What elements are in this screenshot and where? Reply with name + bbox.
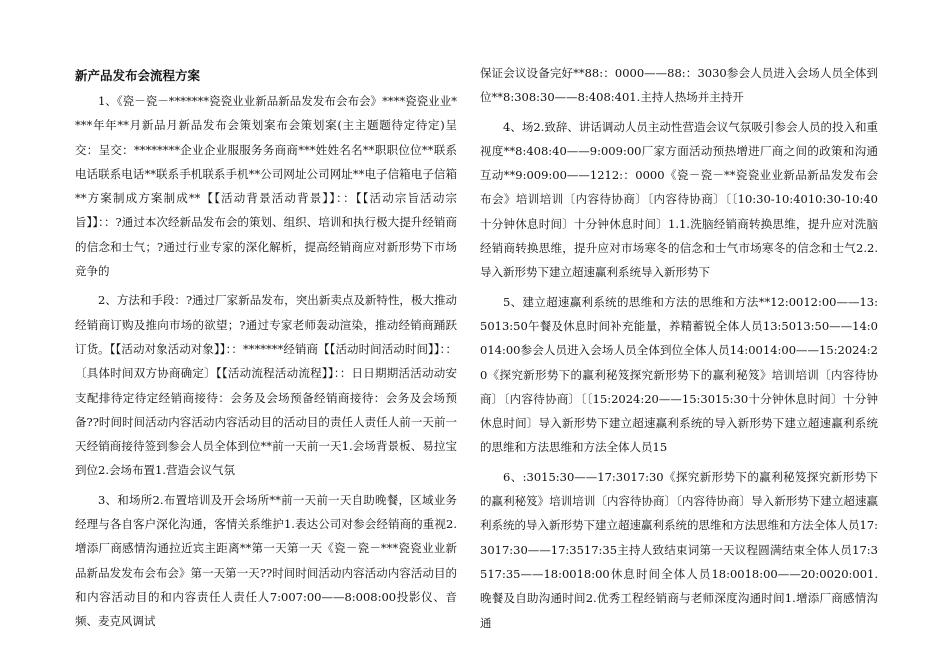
paragraph-2: 2、方法和手段：?通过厂家新品发布，突出新卖点及新特性，极大推动经销商订购及推向市场的欲望；?通过专家老师轰动渲染，推动经销商踊跃订货。【【活动对象活动对象】】：：*******经销商【【活动时间活动时间】】：：〔具体时间双方协商确定〕【【活动流程活动流程】】：：日日期期活活动动安支配排待定待定经销商接待：会务及会场预备经销商接待：会务及会场预备??时间时间活动内容活动内容活动目的活动目的责任人责任人前一天前一天经销商接待签到参会人员全体到位**前一天前一天1.会场背景板、易拉宝到位2.会场布置1.营造会议气氛: [75, 293, 457, 478]
right-column: [480, 61, 878, 640]
paragraph-6: 6、:3015:30——17:3017:30《探究新形势下的赢利秘笈探究新形势下的赢利秘笈》培训培训〔内容待协商〕〔内容待协商〕导入新形势下建立超速赢利系统的导入新形势下建立超速赢利系统的思维和方法思维和方法全体人员17:3017:30——17:3517:35主持人致结束词第一天议程圆满结束全体人员17:3517:35——18:0018:00休息时间全体人员18:0018:00——20:0020:001.晚餐及自助沟通时间2.优秀工程经销商与老师深度沟通时间1.增添厂商感情沟通: [480, 469, 879, 630]
paragraph-1: 1、《瓷－瓷－*******瓷瓷业业新品新品发发布会布会》****瓷瓷业业****年年**月新品月新品发布会策划案布会策划案(主主题题待定待定)呈交：呈交：********企业企业服服务务商商***姓姓名名**职职位位**联系电话联系电话**联系手机联系手机**公司网址公司网址**电子信箱电子信箱**方案制成方案制成**【【活动背景活动背景】】：：【【活动宗旨活动宗旨】】：：?通过本次经新品发布会的策划、组织、培训和执行极大提升经销商的信念和士气；?通过行业专家的深化解析，提高经销商应对新形势下市场竞争的: [75, 94, 457, 279]
paragraph-3-continued: 保证会议设备完好**88:：0000——88:：3030参会人员进入会场人员全体到位**8:308:30——8:408:401.主持人热场并主持开: [480, 66, 878, 105]
paragraph-3: 3、和场所2.布置培训及开会场所**前一天前一天自助晚餐，区域业务经理与各自客户深化沟通，客情关系维护1.表达公司对参会经销商的重视2.增添厂商感情沟通拉近宾主距离**第一天第一天《瓷－瓷－***瓷瓷业业新品新品发发布会布会》第一天第一天??时间时间活动内容活动内容活动目的和内容活动目的和内容责任人责任人7:007:00——8:008:00投影仪、音频、麦克风调试: [75, 492, 457, 629]
paragraph-4: 4、场2.致辞、讲话调动人员主动性营造会议气氛吸引参会人员的投入和重视度**8:408:40——9:009:00厂家方面活动预热增进厂商之间的政策和沟通互动**9:009:00——1212:：0000《瓷－瓷－**瓷瓷业业新品新品发发布会布会》培训培训〔内容待协商〕〔内容待协商〕〔〔10:30-10:4010:30-10:40十分钟休息时间〕十分钟休息时间〕1.1.洗脑经销商转换思维，提升应对洗脑经销商转换思维，提升应对市场寒冬的信念和士气市场寒冬的信念和士气2.2.导入新形势下建立超速赢利系统导入新形势下: [480, 119, 878, 280]
document-title: 新产品发布会流程方案: [75, 68, 201, 83]
paragraph-5: 5、建立超速赢利系统的思维和方法的思维和方法**12:0012:00——13:5013:50午餐及休息时间补充能量，养精蓄锐全体人员13:5013:50——14:0014:00参会人员进入会场人员全体到位全体人员14:0014:00——15:2024:20《探究新形势下的赢利秘笈探究新形势下的赢利秘笈》培训培训〔内容待协商〕〔内容待协商〕〔〔15:2024:20——15:3015:30十分钟休息时间〕十分钟休息时间〕导入新形势下建立超速赢利系统的导入新形势下建立超速赢利系统的思维和方法思维和方法全体人员15: [480, 294, 878, 455]
left-column: [75, 62, 457, 639]
